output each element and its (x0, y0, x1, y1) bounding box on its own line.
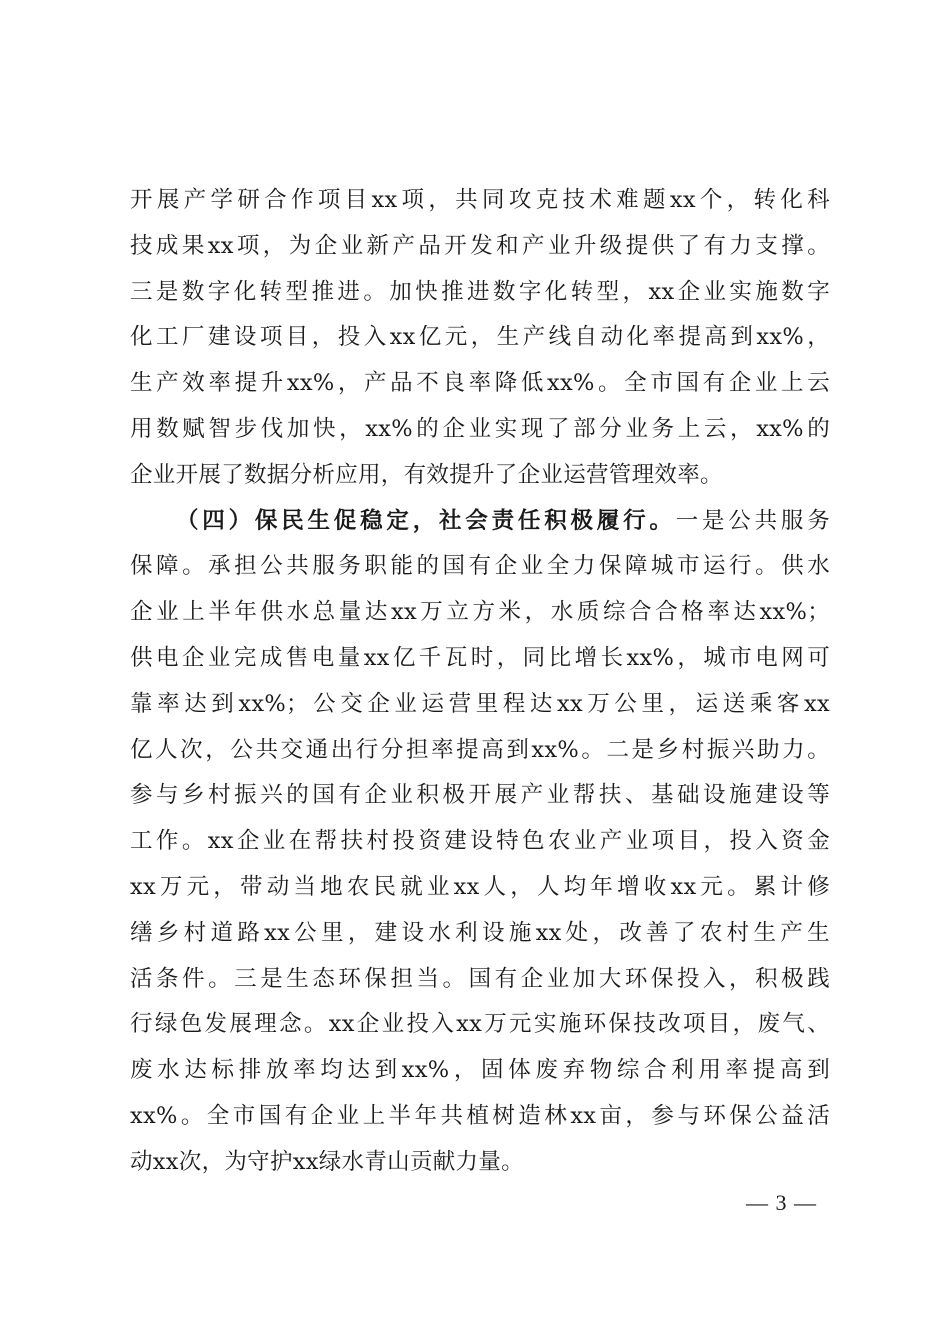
text-line: 生产效率提升xx%，产品不良率降低xx%。全市国有企业上云 (130, 370, 830, 397)
text-line: 缮乡村道路xx公里，建设水利设施xx处，改善了农村生产生 (130, 919, 830, 946)
text-line: 亿人次，公共交通出行分担率提高到xx%。二是乡村振兴助力。 (130, 736, 830, 763)
text-line: 企业开展了数据分析应用，有效提升了企业运营管理效率。 (130, 461, 723, 488)
text-line: 工作。xx企业在帮扶村投资建设特色农业产业项目，投入资金 (130, 828, 830, 855)
text-line: 靠率达到xx%；公交企业运营里程达xx万公里，运送乘客xx (130, 690, 830, 717)
text-line: 三是数字化转型推进。加快推进数字化转型，xx企业实施数字 (130, 278, 830, 305)
text-line: 活条件。三是生态环保担当。国有企业加大环保投入，积极践 (130, 965, 830, 992)
text-line: 供电企业完成售电量xx亿千瓦时，同比增长xx%，城市电网可 (130, 644, 830, 671)
section-heading: （四）保民生促稳定，社会责任积极履行。 (176, 507, 676, 534)
text-line: 行绿色发展理念。xx企业投入xx万元实施环保技改项目，废气、 (130, 1011, 830, 1038)
text-line: xx万元，带动当地农民就业xx人，人均年增收xx元。累计修 (130, 873, 830, 900)
text-line: 开展产学研合作项目xx项，共同攻克技术难题xx个，转化科 (130, 187, 830, 213)
text-line: 废水达标排放率均达到xx%，固体废弃物综合利用率提高到 (130, 1057, 830, 1084)
text-line: 化工厂建设项目，投入xx亿元，生产线自动化率提高到xx%， (130, 324, 830, 351)
text-line: 保障。承担公共服务职能的国有企业全力保障城市运行。供水 (130, 553, 830, 580)
body-text (130, 178, 830, 1186)
text-run: 一是公共服务 (675, 507, 831, 534)
page-number: — 3 — (746, 1190, 817, 1215)
text-line: xx%。全市国有企业上半年共植树造林xx亩，参与环保公益活 (130, 1102, 830, 1129)
text-line: 参与乡村振兴的国有企业积极开展产业帮扶、基础设施建设等 (130, 782, 830, 809)
text-line: 动xx次，为守护xx绿水青山贡献力量。 (130, 1148, 524, 1175)
text-line: 用数赋智步伐加快，xx%的企业实现了部分业务上云，xx%的 (130, 415, 830, 442)
text-line: 企业上半年供水总量达xx万立方米，水质综合合格率达xx%； (130, 599, 830, 626)
section-heading-line (130, 499, 830, 545)
text-line: 技成果xx项，为企业新产品开发和产业升级提供了有力支撑。 (130, 232, 830, 259)
